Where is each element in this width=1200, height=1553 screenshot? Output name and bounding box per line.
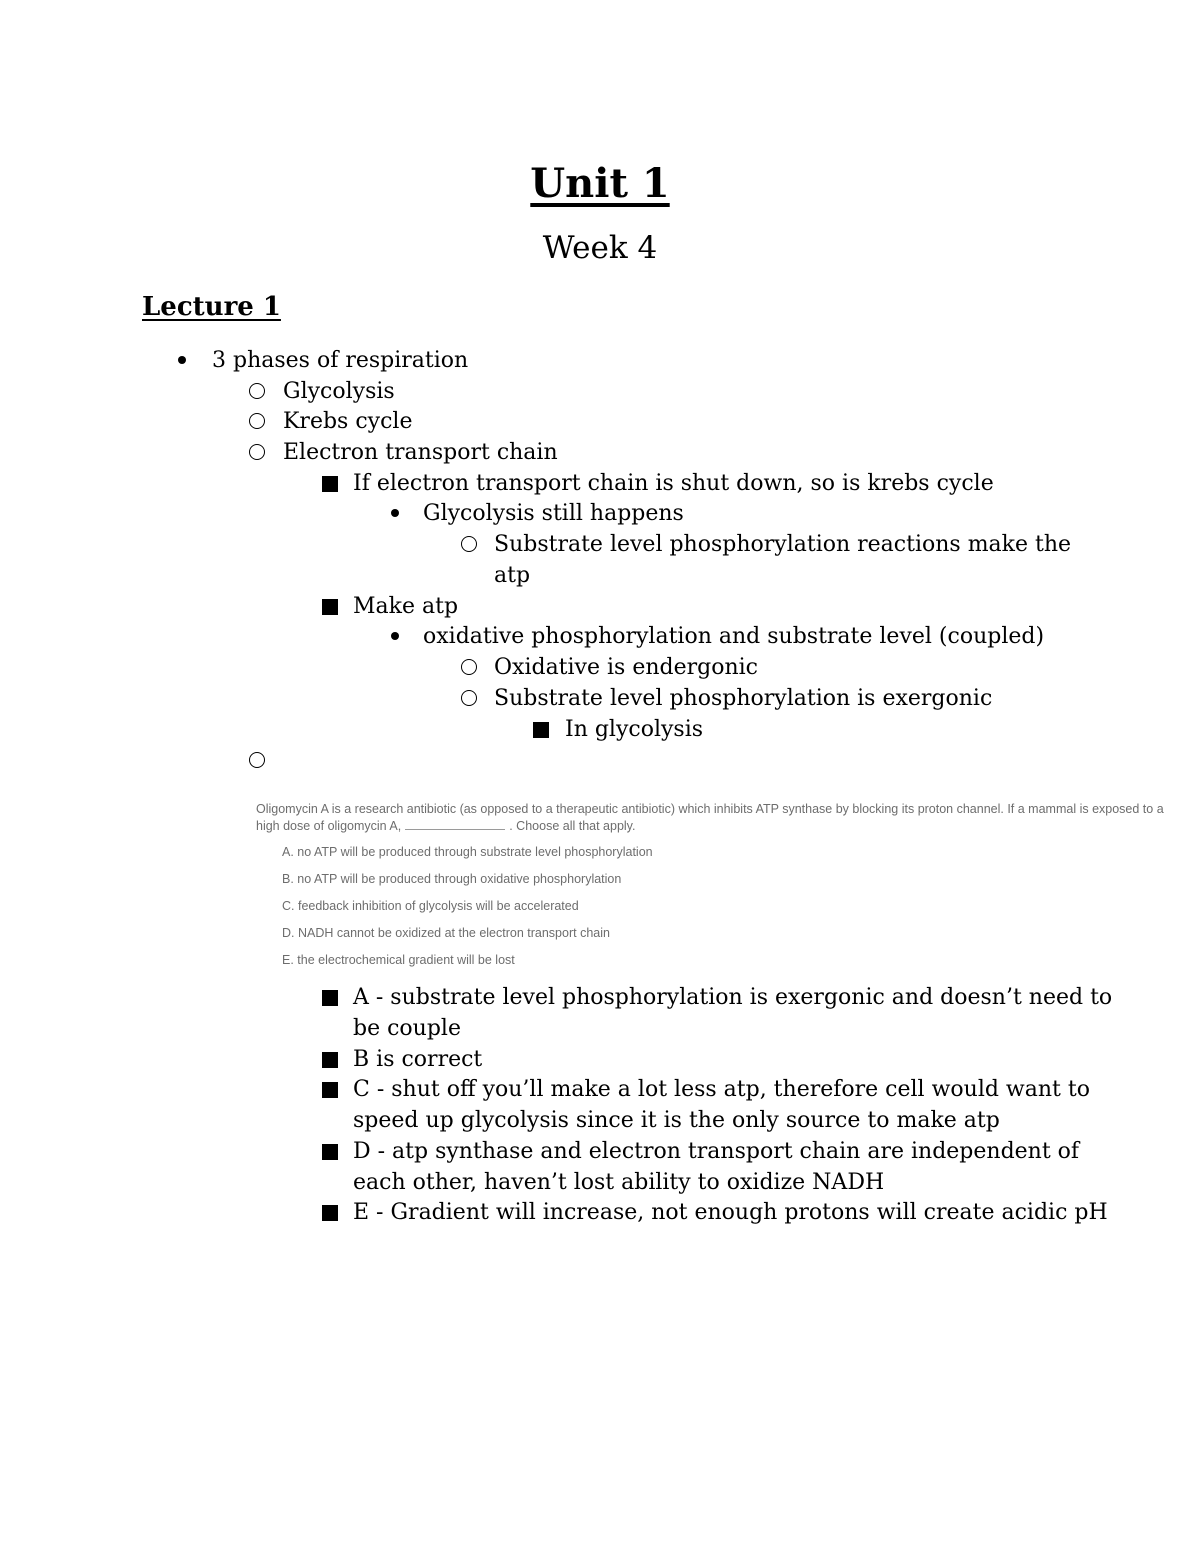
outline-text: 3 phases of respiration: [212, 348, 469, 373]
bullet-circle-icon: [461, 690, 477, 706]
question-stem-after-blank: . Choose all that apply.: [509, 819, 636, 833]
answer-text: E - Gradient will increase, not enough protons will create acidic pH: [353, 1200, 1108, 1225]
outline-text: atp: [494, 563, 531, 588]
outline-text: oxidative phosphorylation and substrate level (coupled): [423, 624, 1045, 649]
outline-text: Make atp: [353, 594, 459, 619]
question-option-d: D. NADH cannot be oxidized at the electron transport chain: [282, 926, 610, 940]
outline-text: Substrate level phosphorylation reactions make the: [494, 532, 1072, 557]
answer-text: be couple: [353, 1016, 461, 1041]
bullet-circle-icon: [461, 536, 477, 552]
outline-text: Electron transport chain: [283, 440, 558, 465]
question-stem-before-blank: high dose of oligomycin A,: [256, 819, 402, 833]
outline-text: In glycolysis: [565, 717, 704, 742]
bullet-square-icon: [322, 1205, 338, 1221]
question-option-c: C. feedback inhibition of glycolysis will be accelerated: [282, 899, 579, 913]
outline-text: If electron transport chain is shut down, so is krebs cycle: [353, 471, 994, 496]
bullet-square-icon: [322, 476, 338, 492]
bullet-dot-icon: [391, 509, 399, 517]
answer-text: A - substrate level phosphorylation is exergonic and doesn’t need to: [353, 985, 1113, 1010]
bullet-square-icon: [322, 1052, 338, 1068]
answer-text: each other, haven’t lost ability to oxidize NADH: [353, 1170, 885, 1195]
answer-blank: [405, 818, 505, 830]
bullet-circle-icon: [249, 752, 265, 768]
bullet-circle-icon: [249, 444, 265, 460]
bullet-circle-icon: [249, 413, 265, 429]
outline-text: Oxidative is endergonic: [494, 655, 758, 680]
outline-text: Glycolysis still happens: [423, 501, 684, 526]
question-option-a: A. no ATP will be produced through substrate level phosphorylation: [282, 845, 653, 859]
answer-text: B is correct: [353, 1047, 483, 1072]
outline-text: Krebs cycle: [283, 409, 413, 434]
question-stem-line-1: Oligomycin A is a research antibiotic (as opposed to a therapeutic antibiotic) which inhibits ATP synthase by blocking its proton channel. If a mammal is exposed to a: [256, 802, 1164, 816]
section-heading: Lecture 1: [142, 292, 281, 322]
bullet-square-icon: [322, 1082, 338, 1098]
question-option-b: B. no ATP will be produced through oxidative phosphorylation: [282, 872, 622, 886]
bullet-square-icon: [322, 1144, 338, 1160]
bullet-dot-icon: [178, 356, 186, 364]
document-subtitle: Week 4: [542, 230, 658, 266]
bullet-circle-icon: [461, 659, 477, 675]
answer-text: C - shut off you’ll make a lot less atp, therefore cell would want to: [353, 1077, 1090, 1102]
bullet-square-icon: [322, 990, 338, 1006]
answer-text: D - atp synthase and electron transport chain are independent of: [353, 1139, 1080, 1164]
question-option-e: E. the electrochemical gradient will be lost: [282, 953, 515, 967]
outline-text: Substrate level phosphorylation is exergonic: [494, 686, 993, 711]
bullet-square-icon: [322, 599, 338, 615]
question-stem-line-2: [256, 818, 635, 833]
bullet-dot-icon: [391, 632, 399, 640]
bullet-circle-icon: [249, 383, 265, 399]
answer-text: speed up glycolysis since it is the only source to make atp: [353, 1108, 1000, 1133]
outline-text: Glycolysis: [283, 379, 395, 404]
document-title: Unit 1: [530, 160, 670, 207]
bullet-square-icon: [533, 722, 549, 738]
